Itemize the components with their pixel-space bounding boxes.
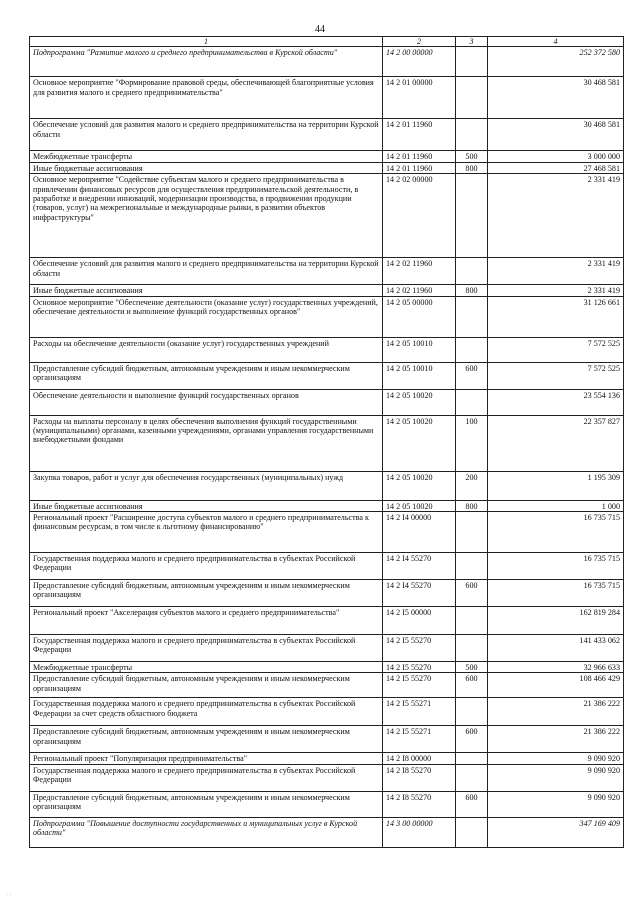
amount-cell: 16 735 715 bbox=[488, 579, 624, 606]
amount-cell: 252 372 580 bbox=[488, 47, 624, 77]
expense-type-cell: 500 bbox=[456, 151, 488, 162]
item-name-cell: Обеспечение условий для развития малого и среднего предпринимательства на территории Курской области bbox=[30, 119, 383, 151]
item-name-cell: Межбюджетные трансферты bbox=[30, 661, 383, 672]
target-code-cell: 14 2 01 00000 bbox=[383, 77, 456, 119]
table-row bbox=[30, 174, 624, 258]
item-name-cell: Предоставление субсидий бюджетным, автономным учреждениям и иным некоммерческим организациям bbox=[30, 362, 383, 389]
amount-cell: 9 090 920 bbox=[488, 764, 624, 791]
expense-type-cell: 100 bbox=[456, 415, 488, 471]
expense-type-cell: 600 bbox=[456, 579, 488, 606]
expense-type-cell: 600 bbox=[456, 673, 488, 698]
target-code-cell: 14 2 I5 55271 bbox=[383, 726, 456, 753]
budget-table bbox=[29, 36, 624, 848]
table-row bbox=[30, 471, 624, 500]
amount-cell: 30 468 581 bbox=[488, 119, 624, 151]
amount-cell: 2 331 419 bbox=[488, 258, 624, 285]
target-code-cell: 14 2 I4 55270 bbox=[383, 579, 456, 606]
target-code-cell: 14 2 I5 55270 bbox=[383, 673, 456, 698]
expense-type-cell bbox=[456, 77, 488, 119]
target-code-cell: 14 2 I4 00000 bbox=[383, 511, 456, 552]
item-name-cell: Межбюджетные трансферты bbox=[30, 151, 383, 162]
expense-type-cell: 200 bbox=[456, 471, 488, 500]
target-code-cell: 14 2 02 11960 bbox=[383, 258, 456, 285]
item-name-cell: Государственная поддержка малого и среднего предпринимательства в субъектах Российской Федерации за счет средств областного бюджета bbox=[30, 698, 383, 726]
amount-cell: 7 572 525 bbox=[488, 337, 624, 362]
table-row bbox=[30, 606, 624, 634]
table-row bbox=[30, 764, 624, 791]
item-name-cell: Подпрограмма "Повышение доступности государственных и муниципальных услуг в Курской области" bbox=[30, 817, 383, 847]
table-row bbox=[30, 337, 624, 362]
expense-type-cell bbox=[456, 606, 488, 634]
amount-cell: 2 331 419 bbox=[488, 285, 624, 296]
page-number: 44 bbox=[315, 24, 325, 35]
target-code-cell: 14 2 05 10020 bbox=[383, 471, 456, 500]
item-name-cell: Иные бюджетные ассигнования bbox=[30, 500, 383, 511]
amount-cell: 7 572 525 bbox=[488, 362, 624, 389]
expense-type-cell: 800 bbox=[456, 285, 488, 296]
target-code-cell: 14 2 I5 55270 bbox=[383, 634, 456, 661]
item-name-cell: Предоставление субсидий бюджетным, автономным учреждениям и иным некоммерческим организациям bbox=[30, 791, 383, 817]
table-row bbox=[30, 77, 624, 119]
expense-type-cell bbox=[456, 47, 488, 77]
table-row bbox=[30, 552, 624, 579]
target-code-cell: 14 2 I5 00000 bbox=[383, 606, 456, 634]
amount-cell: 31 126 661 bbox=[488, 296, 624, 337]
target-code-cell: 14 3 00 00000 bbox=[383, 817, 456, 847]
expense-type-cell bbox=[456, 174, 488, 258]
amount-cell: 21 386 222 bbox=[488, 726, 624, 753]
item-name-cell: Государственная поддержка малого и среднего предпринимательства в субъектах Российской Федерации bbox=[30, 764, 383, 791]
expense-type-cell bbox=[456, 764, 488, 791]
amount-cell: 21 386 222 bbox=[488, 698, 624, 726]
expense-type-cell: 600 bbox=[456, 726, 488, 753]
table-row bbox=[30, 726, 624, 753]
amount-cell: 32 966 633 bbox=[488, 661, 624, 672]
target-code-cell: 14 2 05 10010 bbox=[383, 337, 456, 362]
table-row bbox=[30, 389, 624, 415]
target-code-cell: 14 2 02 11960 bbox=[383, 285, 456, 296]
table-row bbox=[30, 119, 624, 151]
target-code-cell: 14 2 01 11960 bbox=[383, 119, 456, 151]
amount-cell: 347 169 409 bbox=[488, 817, 624, 847]
target-code-cell: 14 2 05 10010 bbox=[383, 362, 456, 389]
table-row bbox=[30, 162, 624, 173]
table-row bbox=[30, 285, 624, 296]
amount-cell: 9 090 920 bbox=[488, 753, 624, 764]
item-name-cell: Обеспечение условий для развития малого и среднего предпринимательства на территории Курской области bbox=[30, 258, 383, 285]
item-name-cell: Расходы на выплаты персоналу в целях обеспечения выполнения функций государственными (муниципальными) органами, казенными учреждениями, органами управления государственными внебюджетными фондами bbox=[30, 415, 383, 471]
expense-type-cell bbox=[456, 258, 488, 285]
amount-cell: 108 466 429 bbox=[488, 673, 624, 698]
item-name-cell: Подпрограмма "Развитие малого и среднего предпринимательства в Курской области" bbox=[30, 47, 383, 77]
target-code-cell: 14 2 I8 55270 bbox=[383, 764, 456, 791]
target-code-cell: 14 2 01 11960 bbox=[383, 162, 456, 173]
expense-type-cell: 800 bbox=[456, 500, 488, 511]
amount-cell: 16 735 715 bbox=[488, 552, 624, 579]
table-row bbox=[30, 753, 624, 764]
expense-type-cell bbox=[456, 552, 488, 579]
target-code-cell: 14 2 02 00000 bbox=[383, 174, 456, 258]
table-row bbox=[30, 791, 624, 817]
header-col-3: 3 bbox=[456, 37, 488, 47]
expense-type-cell bbox=[456, 753, 488, 764]
target-code-cell: 14 2 01 11960 bbox=[383, 151, 456, 162]
item-name-cell: Основное мероприятие "Формирование правовой среды, обеспечивающей благоприятные условия для развития малого и среднего предпринимательства" bbox=[30, 77, 383, 119]
amount-cell: 16 735 715 bbox=[488, 511, 624, 552]
expense-type-cell bbox=[456, 119, 488, 151]
table-header bbox=[30, 37, 624, 47]
table-row bbox=[30, 661, 624, 672]
table-body bbox=[30, 47, 624, 847]
expense-type-cell bbox=[456, 511, 488, 552]
table-row bbox=[30, 47, 624, 77]
item-name-cell: Региональный проект "Расширение доступа субъектов малого и среднего предпринимательства к финансовым ресурсам, в том числе к льготному финансированию" bbox=[30, 511, 383, 552]
item-name-cell: Предоставление субсидий бюджетным, автономным учреждениям и иным некоммерческим организациям bbox=[30, 673, 383, 698]
expense-type-cell bbox=[456, 698, 488, 726]
expense-type-cell: 800 bbox=[456, 162, 488, 173]
amount-cell: 30 468 581 bbox=[488, 77, 624, 119]
header-col-1: 1 bbox=[30, 37, 383, 47]
header-col-2: 2 bbox=[383, 37, 456, 47]
table-row bbox=[30, 415, 624, 471]
target-code-cell: 14 2 I5 55270 bbox=[383, 661, 456, 672]
table-row bbox=[30, 258, 624, 285]
table-row bbox=[30, 634, 624, 661]
item-name-cell: Предоставление субсидий бюджетным, автономным учреждениям и иным некоммерческим организациям bbox=[30, 726, 383, 753]
item-name-cell: Государственная поддержка малого и среднего предпринимательства в субъектах Российской Федерации bbox=[30, 552, 383, 579]
amount-cell: 162 819 284 bbox=[488, 606, 624, 634]
target-code-cell: 14 2 I8 55270 bbox=[383, 791, 456, 817]
amount-cell: 27 468 581 bbox=[488, 162, 624, 173]
amount-cell: 9 090 920 bbox=[488, 791, 624, 817]
table-row bbox=[30, 817, 624, 847]
expense-type-cell bbox=[456, 337, 488, 362]
table-row bbox=[30, 511, 624, 552]
amount-cell: 141 433 062 bbox=[488, 634, 624, 661]
item-name-cell: Государственная поддержка малого и среднего предпринимательства в субъектах Российской Федерации bbox=[30, 634, 383, 661]
amount-cell: 1 195 309 bbox=[488, 471, 624, 500]
expense-type-cell bbox=[456, 817, 488, 847]
target-code-cell: 14 2 00 00000 bbox=[383, 47, 456, 77]
item-name-cell: Расходы на обеспечение деятельности (оказание услуг) государственных учреждений bbox=[30, 337, 383, 362]
target-code-cell: 14 2 I5 55271 bbox=[383, 698, 456, 726]
item-name-cell: Основное мероприятие "Содействие субъектам малого и среднего предпринимательства в привлечении финансовых ресурсов для осуществления предпринимательской деятельности, в разработке и внедрении инноваций, модернизации производства, в продвижении продукции (товаров, услуг) на межрегиональные и международные рынки, в развитии объектов инфраструктуры" bbox=[30, 174, 383, 258]
table-row bbox=[30, 500, 624, 511]
expense-type-cell: 600 bbox=[456, 362, 488, 389]
amount-cell: 1 000 bbox=[488, 500, 624, 511]
table-row bbox=[30, 296, 624, 337]
target-code-cell: 14 2 I8 00000 bbox=[383, 753, 456, 764]
expense-type-cell bbox=[456, 634, 488, 661]
item-name-cell: Закупка товаров, работ и услуг для обеспечения государственных (муниципальных) нужд bbox=[30, 471, 383, 500]
target-code-cell: 14 2 05 00000 bbox=[383, 296, 456, 337]
target-code-cell: 14 2 05 10020 bbox=[383, 415, 456, 471]
amount-cell: 3 000 000 bbox=[488, 151, 624, 162]
target-code-cell: 14 2 05 10020 bbox=[383, 500, 456, 511]
item-name-cell: Иные бюджетные ассигнования bbox=[30, 162, 383, 173]
amount-cell: 22 357 827 bbox=[488, 415, 624, 471]
table-row bbox=[30, 151, 624, 162]
item-name-cell: Региональный проект "Популяризация предпринимательства" bbox=[30, 753, 383, 764]
table-row bbox=[30, 579, 624, 606]
item-name-cell: Региональный проект "Акселерация субъектов малого и среднего предпринимательства" bbox=[30, 606, 383, 634]
expense-type-cell: 500 bbox=[456, 661, 488, 672]
scan-speck: · · bbox=[6, 892, 12, 898]
expense-type-cell bbox=[456, 389, 488, 415]
amount-cell: 23 554 136 bbox=[488, 389, 624, 415]
item-name-cell: Обеспечение деятельности и выполнение функций государственных органов bbox=[30, 389, 383, 415]
target-code-cell: 14 2 05 10020 bbox=[383, 389, 456, 415]
expense-type-cell: 600 bbox=[456, 791, 488, 817]
amount-cell: 2 331 419 bbox=[488, 174, 624, 258]
item-name-cell: Основное мероприятие "Обеспечение деятельности (оказание услуг) государственных учреждений, обеспечение деятельности и выполнение функций государственных органов" bbox=[30, 296, 383, 337]
table-row bbox=[30, 362, 624, 389]
item-name-cell: Предоставление субсидий бюджетным, автономным учреждениям и иным некоммерческим организациям bbox=[30, 579, 383, 606]
table-row bbox=[30, 698, 624, 726]
table-row bbox=[30, 673, 624, 698]
item-name-cell: Иные бюджетные ассигнования bbox=[30, 285, 383, 296]
header-col-4: 4 bbox=[488, 37, 624, 47]
expense-type-cell bbox=[456, 296, 488, 337]
target-code-cell: 14 2 I4 55270 bbox=[383, 552, 456, 579]
